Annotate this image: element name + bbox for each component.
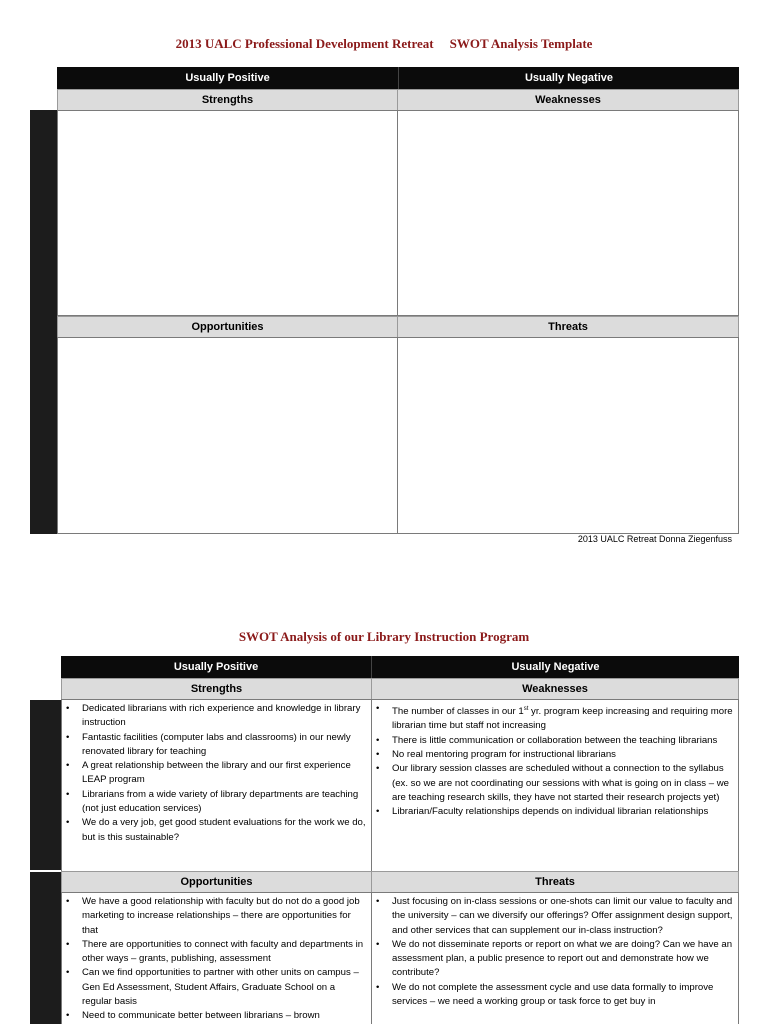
analysis-side-bar-internal xyxy=(30,700,62,870)
strength-item: • Librarians from a wide variety of library departments are teaching (not just education services) xyxy=(82,788,367,817)
strength-item: • We do a very job, get good student evaluations for the work we do, but is this sustainable? xyxy=(82,816,367,845)
strength-item: • A great relationship between the library and our first experience LEAP program xyxy=(82,759,367,788)
analysis-threats-cell xyxy=(371,892,739,1024)
template-weaknesses-label: Weaknesses xyxy=(397,89,739,111)
template-side-bar xyxy=(30,110,58,534)
template-threats-label: Threats xyxy=(397,316,739,338)
template-header-positive: Usually Positive xyxy=(57,67,398,89)
template-title-left: 2013 UALC Professional Development Retreat xyxy=(175,36,434,51)
weakness-text: yr. program keep increasing and requiring more librarian time but staff not increasing xyxy=(392,706,733,732)
template-strengths-label: Strengths xyxy=(57,89,398,111)
weakness-item: • No real mentoring program for instructional librarians xyxy=(392,748,734,762)
analysis-title: SWOT Analysis of our Library Instruction Program xyxy=(238,629,530,644)
template-credit: 2013 UALC Retreat Donna Ziegenfuss xyxy=(577,534,732,544)
threat-item: • We do not complete the assessment cycle and use data formally to improve services – we need a working group or task force to get buy in xyxy=(392,981,734,1010)
analysis-weaknesses-label: Weaknesses xyxy=(371,678,739,700)
weakness-superscript: st xyxy=(523,706,529,712)
opportunity-item: • We have a good relationship with faculty but do not do a good job marketing to increase relationships – there are opportunities for that xyxy=(82,895,367,938)
analysis-strengths-cell xyxy=(61,699,372,872)
weakness-item xyxy=(392,702,734,734)
weakness-item: • There is little communication or collaboration between the teaching librarians xyxy=(392,734,734,748)
weakness-item: • Our library session classes are scheduled without a connection to the syllabus (ex. so we are not coordinating our sessions with what is going on in class – we are teaching research skills, they have not started their research projects yet) xyxy=(392,762,734,805)
template-opportunities-cell xyxy=(57,337,398,534)
template-opportunities-label: Opportunities xyxy=(57,316,398,338)
threat-item: • Just focusing on in-class sessions or one-shots can limit our value to faculty and the university – can we diversify our offerings? Offer assignment design support, and other services that can supplement our in-class instruction? xyxy=(392,895,734,938)
template-strengths-cell xyxy=(57,110,398,316)
strength-item: • Dedicated librarians with rich experience and knowledge in library instruction xyxy=(82,702,367,731)
template-title xyxy=(0,36,768,52)
weakness-item: • Librarian/Faculty relationships depends on individual librarian relationships xyxy=(392,805,734,819)
analysis-opportunities-label: Opportunities xyxy=(61,871,372,893)
opportunity-item: • Need to communicate better between librarians – brown xyxy=(82,1009,367,1023)
analysis-threats-label: Threats xyxy=(371,871,739,893)
analysis-weaknesses-cell xyxy=(371,699,739,872)
opportunity-item: • There are opportunities to connect with faculty and departments in other ways – grants, publishing, assessment xyxy=(82,938,367,967)
threat-item: • We do not disseminate reports or report on what we are doing? Can we have an assessment plan, a public presence to report out and demonstrate how we contribute? xyxy=(392,938,734,981)
template-weaknesses-cell xyxy=(397,110,739,316)
analysis-side-bar-external xyxy=(30,872,62,1024)
template-header-negative: Usually Negative xyxy=(398,67,739,89)
analysis-header-positive: Usually Positive xyxy=(61,656,371,678)
strength-item: • Fantastic facilities (computer labs and classrooms) in our newly renovated library for teaching xyxy=(82,731,367,760)
opportunity-item: • Can we find opportunities to partner with other units on campus – Gen Ed Assessment, Student Affairs, Graduate School on a regular basis xyxy=(82,966,367,1009)
template-threats-cell xyxy=(397,337,739,534)
analysis-strengths-label: Strengths xyxy=(61,678,372,700)
analysis-header-negative: Usually Negative xyxy=(371,656,739,678)
weakness-text: The number of classes in our 1 xyxy=(392,706,524,718)
template-title-right: SWOT Analysis Template xyxy=(449,36,593,51)
analysis-opportunities-cell xyxy=(61,892,372,1024)
